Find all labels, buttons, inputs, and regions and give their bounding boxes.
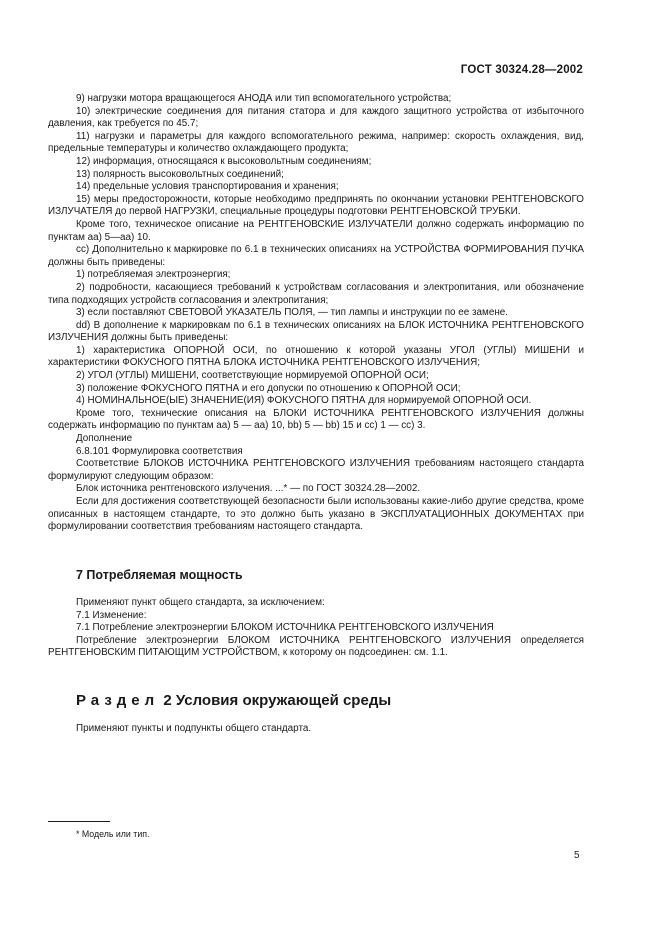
paragraph: 14) предельные условия транспортирования и хранения; xyxy=(76,181,339,193)
paragraph: Кроме того, техническое описание на РЕНТГЕНОВСКИЕ ИЗЛУЧАТЕЛИ должно содержать информацию по пунктам аа) 5—аа) 10. xyxy=(48,218,584,243)
section-7-heading: 7 Потребляемая мощность xyxy=(76,568,243,582)
paragraph: Потребление электроэнергии БЛОКОМ ИСТОЧНИКА РЕНТГЕНОВСКОГО ИЗЛУЧЕНИЯ определяется РЕНТГЕНОВСКИМ ПИТАЮЩИМ УСТРОЙСТВОМ, к которому он подсоединен: см. 1.1. xyxy=(48,634,584,659)
paragraph: 10) электрические соединения для питания статора и для каждого защитного устройства от избыточного давления, как требуется по 45.7; xyxy=(48,105,584,130)
section-2-text: Применяют пункты и подпункты общего стандарта. xyxy=(76,723,312,734)
paragraph: 3) положение ФОКУСНОГО ПЯТНА и его допуски по отношению к ОПОРНОЙ ОСИ; xyxy=(76,382,461,394)
paragraph: Кроме того, технические описания на БЛОКИ ИСТОЧНИКА РЕНТГЕНОВСКОГО ИЗЛУЧЕНИЯ должны содержать информацию по пунктам аа) 5 — аа) 10, bb) 5 — bb) 15 и cc) 1 — cc) 3. xyxy=(48,407,584,432)
section-7-text xyxy=(48,597,584,660)
page-number: 5 xyxy=(574,850,580,861)
paragraph: dd) В дополнение к маркировкам по 6.1 в технических описаниях на БЛОК ИСТОЧНИКА РЕНТГЕНОВСКОГО ИЗЛУЧЕНИЯ должны быть приведены: xyxy=(48,319,584,344)
paragraph: 2) УГОЛ (УГЛЫ) МИШЕНИ, соответствующие нормируемой ОПОРНОЙ ОСИ; xyxy=(76,370,429,382)
paragraph: 9) нагрузки мотора вращающегося АНОДА или тип вспомогательного устройства; xyxy=(76,93,452,104)
footnote: * Модель или тип. xyxy=(76,829,150,839)
paragraph: Дополнение xyxy=(76,433,133,445)
paragraph: 1) потребляемая электроэнергия; xyxy=(76,269,231,281)
paragraph: Если для достижения соответствующей безопасности были использованы какие-либо другие средства, кроме описанных в настоящем стандарте, то это должно быть указано в ЭКСПЛУАТАЦИОННЫХ ДОКУМЕНТАХ при формулировании соответствия требованиям настоящего стандарта. xyxy=(48,496,584,533)
paragraph: 13) полярность высоковольтных соединений; xyxy=(76,168,284,180)
paragraph: 11) нагрузки и параметры для каждого вспомогательного режима, например: скорость охлаждения, вид, предельные температуры и количество охлаждающего продукта; xyxy=(48,130,584,155)
section-2-heading xyxy=(76,692,391,709)
main-text xyxy=(48,93,584,534)
paragraph: 15) меры предосторожности, которые необходимо предпринять по окончании установки РЕНТГЕНОВСКОГО ИЗЛУЧАТЕЛЯ до первой НАГРУЗКИ, специальные процедуры подготовки РЕНТГЕНОВСКОЙ ТРУБКИ. xyxy=(48,193,584,218)
paragraph: cc) Дополнительно к маркировке по 6.1 в технических описаниях на УСТРОЙСТВА ФОРМИРОВАНИЯ ПУЧКА должны быть приведены: xyxy=(48,244,584,268)
razdel-title: 2 Условия окружающей среды xyxy=(159,692,392,709)
paragraph: 1) характеристика ОПОРНОЙ ОСИ, по отношению к которой указаны УГОЛ (УГЛЫ) МИШЕНИ и характеристики ФОКУСНОГО ПЯТНА БЛОКА ИСТОЧНИКА РЕНТГЕНОВСКОГО ИЗЛУЧЕНИЯ; xyxy=(48,344,584,369)
footnote-divider xyxy=(48,821,110,822)
paragraph: 2) подробности, касающиеся требований к устройствам согласования и электропитания, или обозначение типа подходящих устройств согласования и электропитания; xyxy=(48,281,584,306)
paragraph: 3) если поставляют СВЕТОВОЙ УКАЗАТЕЛЬ ПОЛЯ, — тип лампы и инструкции по ее замене. xyxy=(76,307,509,319)
paragraph: Блок источника рентгеновского излучения. ...* — по ГОСТ 30324.28—2002. xyxy=(76,483,421,495)
paragraph: 6.8.101 Формулировка соответствия xyxy=(76,445,243,457)
document-header: ГОСТ 30324.28—2002 xyxy=(460,64,583,76)
razdel-word: Раздел xyxy=(76,692,160,709)
paragraph: 12) информация, относящаяся к высоковольтным соединениям; xyxy=(76,155,372,167)
paragraph: 7.1 Изменение: xyxy=(76,609,147,621)
paragraph: Применяют пункт общего стандарта, за исключением: xyxy=(76,597,325,608)
paragraph: 4) НОМИНАЛЬНОЕ(ЫЕ) ЗНАЧЕНИЕ(ИЯ) ФОКУСНОГО ПЯТНА для нормируемой ОПОРНОЙ ОСИ. xyxy=(76,395,532,407)
paragraph: 7.1 Потребление электроэнергии БЛОКОМ ИСТОЧНИКА РЕНТГЕНОВСКОГО ИЗЛУЧЕНИЯ xyxy=(76,622,494,634)
paragraph: Соответствие БЛОКОВ ИСТОЧНИКА РЕНТГЕНОВСКОГО ИЗЛУЧЕНИЯ требованиям настоящего стандарта формулируют следующим образом: xyxy=(48,458,584,482)
